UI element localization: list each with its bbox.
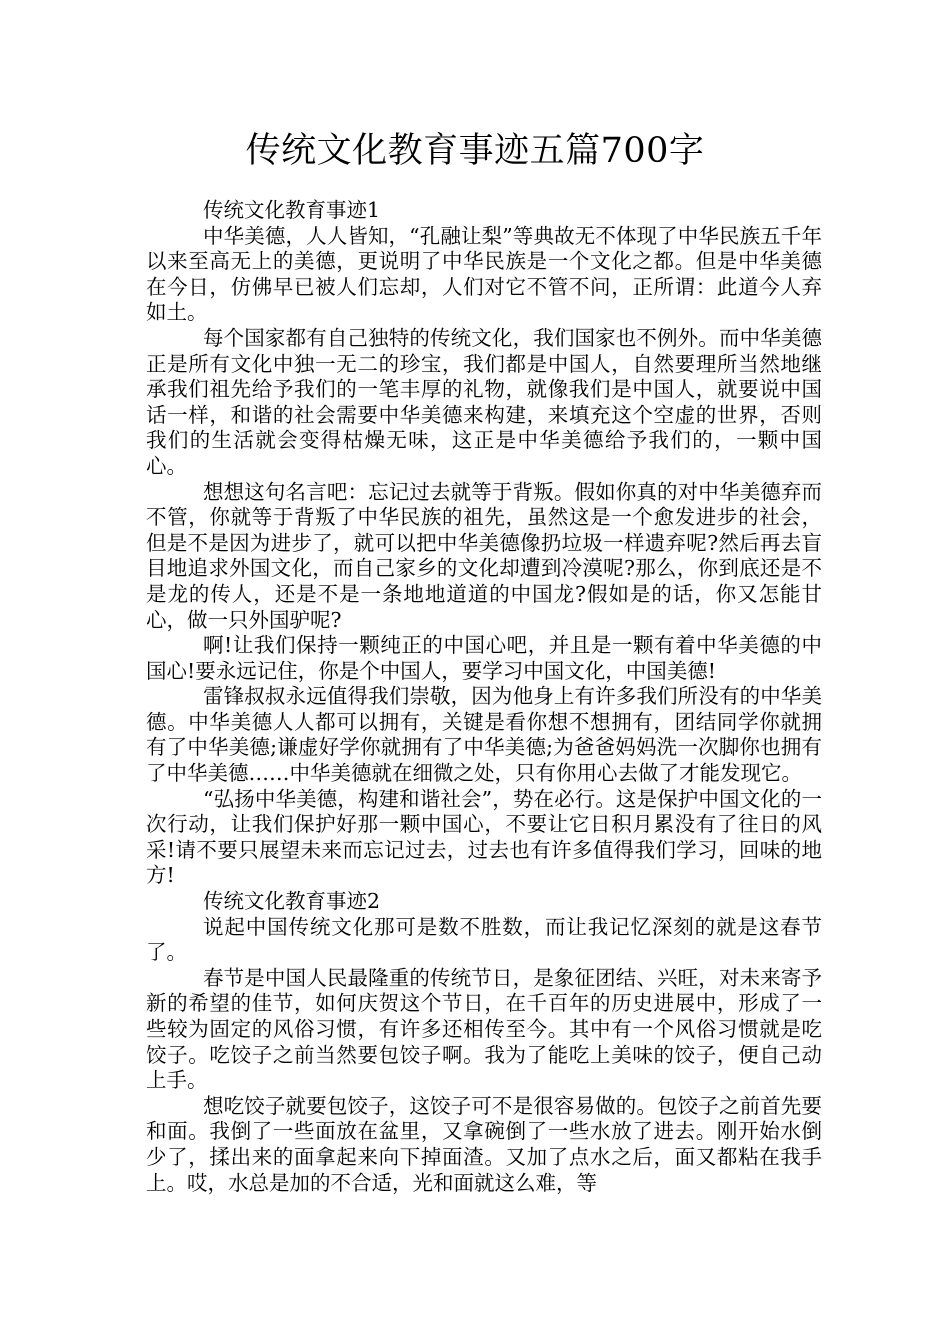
paragraph: 春节是中国人民最隆重的传统节日，是象征团结、兴旺，对未来寄予新的希望的佳节，如何庆贺这个节日，在千百年的历史进展中，形成了一些较为固定的风俗习惯，有许多还相传至今。其中有一个风俗习惯就是吃饺子。吃饺子之前当然要包饺子啊。我为了能吃上美味的饺子，便自己动上手。 bbox=[146, 965, 822, 1093]
paragraph: “弘扬中华美德，构建和谐社会”，势在必行。这是保护中国文化的一次行动，让我们保护好那一颗中国心，不要让它日积月累没有了往日的风采!请不要只展望未来而忘记过去，过去也有许多值得我们学习，回味的地方! bbox=[146, 786, 822, 888]
paragraph: 说起中国传统文化那可是数不胜数，而让我记忆深刻的就是这春节了。 bbox=[146, 914, 822, 965]
document-body bbox=[146, 198, 822, 1196]
section-heading: 传统文化教育事迹1 bbox=[203, 198, 381, 222]
paragraph: 想吃饺子就要包饺子，这饺子可不是很容易做的。包饺子之前首先要和面。我倒了一些面放在盆里，又拿碗倒了一些水放了进去。刚开始水倒少了，揉出来的面拿起来向下掉面渣。又加了点水之后，面又都粘在我手上。哎，水总是加的不合适，光和面就这么难，等 bbox=[146, 1093, 822, 1195]
section-heading: 传统文化教育事迹2 bbox=[203, 889, 381, 914]
paragraph: 啊!让我们保持一颗纯正的中国心吧，并且是一颗有着中华美德的中国心!要永远记住，你是个中国人，要学习中国文化，中国美德! bbox=[146, 633, 822, 683]
document-title: 传统文化教育事迹五篇700字 bbox=[245, 131, 705, 171]
paragraph: 中华美德，人人皆知，“孔融让梨”等典故无不体现了中华民族五千年以来至高无上的美德，更说明了中华民族是一个文化之都。但是中华美德在今日，仿佛早已被人们忘却，人们对它不管不问，正所谓：此道今人弃如土。 bbox=[146, 223, 822, 325]
paragraph: 每个国家都有自己独特的传统文化，我们国家也不例外。而中华美德正是所有文化中独一无二的珍宝，我们都是中国人，自然要理所当然地继承我们祖先给予我们的一笔丰厚的礼物，就像我们是中国人，就要说中国话一样，和谐的社会需要中华美德来构建，来填充这个空虚的世界，否则我们的生活就会变得枯燥无味，这正是中华美德给予我们的，一颗中国心。 bbox=[146, 325, 822, 478]
paragraph: 想想这句名言吧：忘记过去就等于背叛。假如你真的对中华美德弃而不管，你就等于背叛了中华民族的祖先，虽然这是一个愈发进步的社会，但是不是因为进步了，就可以把中华美德像扔垃圾一样遗弃呢?然后再去盲目地追求外国文化，而自己家乡的文化却遭到冷漠呢?那么，你到底还是不是龙的传人，还是不是一条地地道道的中国龙?假如是的话，你又怎能甘心，做一只外国驴呢? bbox=[146, 479, 822, 632]
paragraph: 雷锋叔叔永远值得我们崇敬，因为他身上有许多我们所没有的中华美德。中华美德人人都可以拥有，关键是看你想不想拥有，团结同学你就拥有了中华美德;谦虚好学你就拥有了中华美德;为爸爸妈妈洗一次脚你也拥有了中华美德……中华美德就在细微之处，只有你用心去做了才能发现它。 bbox=[146, 684, 822, 786]
